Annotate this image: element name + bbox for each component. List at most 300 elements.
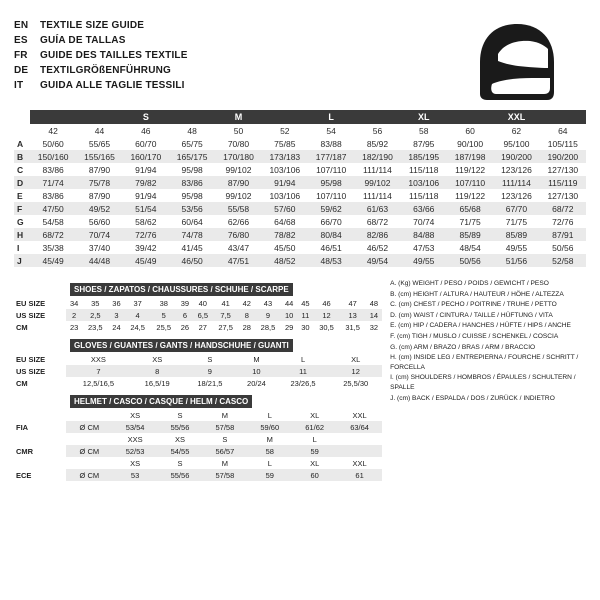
- shoes-title-wrap: [14, 277, 382, 297]
- cell: 155/165: [84, 151, 115, 162]
- title-line: [14, 78, 188, 93]
- head-cell: L: [312, 434, 317, 444]
- cell: 39: [180, 298, 190, 308]
- row-label: C: [17, 164, 24, 175]
- cell: 182/190: [362, 151, 393, 162]
- table-row: [14, 189, 586, 202]
- row-label-blank: [14, 433, 66, 445]
- head-cell: XS: [130, 410, 141, 420]
- cell: 107/110: [316, 190, 347, 201]
- cell: 71/75: [505, 216, 528, 227]
- row-label-blank: [14, 457, 66, 469]
- table-row: [14, 163, 586, 176]
- cell: 47/51: [227, 255, 250, 266]
- title-lang-it: IT: [14, 80, 24, 91]
- cell: 20/24: [247, 378, 266, 388]
- cell: 103/106: [269, 190, 301, 201]
- title-line: [14, 33, 188, 48]
- helmet-table: [14, 409, 382, 481]
- cell: 49/54: [366, 255, 389, 266]
- head-cell: M: [266, 434, 273, 444]
- cell: 48/52: [274, 255, 296, 266]
- cell: 87/91: [552, 229, 574, 240]
- table-row: [14, 321, 382, 333]
- cell: 30,5: [319, 322, 334, 332]
- cell: 185/195: [408, 151, 440, 162]
- head-cell: S: [177, 458, 183, 468]
- cell: 23: [69, 322, 79, 332]
- cell: 31,5: [345, 322, 360, 332]
- size-number: 46: [141, 125, 151, 136]
- size-bar-cell-xxl: XXL: [493, 110, 539, 124]
- cell: 119/122: [455, 164, 486, 175]
- cell: 11: [297, 309, 313, 321]
- cell: 61/62: [292, 421, 337, 433]
- cell: 160/170: [130, 151, 162, 162]
- cell: 87/95: [413, 138, 435, 149]
- cell: 95/98: [320, 177, 342, 188]
- cell: 41/45: [181, 242, 203, 253]
- cell: 36: [112, 298, 121, 308]
- row-label: D: [17, 177, 24, 188]
- cell: 13: [340, 309, 366, 321]
- row-label-blank: [14, 409, 66, 421]
- size-bar-cell: [169, 110, 215, 124]
- blank-cell: [66, 433, 113, 445]
- cell: 56/60: [88, 216, 111, 227]
- cell: 53/56: [181, 203, 203, 214]
- cell: 78/82: [274, 229, 296, 240]
- cell: 42: [242, 298, 251, 308]
- cell: 24: [112, 322, 121, 332]
- cell: 46: [322, 298, 331, 308]
- cell: 44/48: [88, 255, 111, 266]
- cell: 90/100: [457, 138, 484, 149]
- size-bar-cell: [540, 110, 586, 124]
- cell: 111/114: [363, 164, 392, 175]
- head-cell: XXL: [352, 458, 367, 468]
- cell: 35: [91, 298, 100, 308]
- cell: 16,5/19: [144, 378, 170, 388]
- cell: 60/70: [135, 138, 157, 149]
- cell: 99/102: [364, 177, 391, 188]
- cell: 46/51: [320, 242, 342, 253]
- cell: 83/86: [42, 164, 64, 175]
- head-cell: L: [267, 410, 272, 420]
- cell: 127/130: [547, 190, 579, 201]
- size-number: 50: [233, 125, 244, 136]
- cell: 40: [198, 298, 207, 308]
- cell: 83/88: [320, 138, 342, 149]
- head-cell: S: [222, 434, 228, 444]
- cell: 48/53: [320, 255, 342, 266]
- table-row: [14, 241, 586, 254]
- cell: 12: [329, 365, 382, 377]
- title-text-es: GUÍA DE TALLAS: [40, 35, 126, 46]
- cell: 23/26,5: [290, 378, 316, 388]
- title-lang-es: ES: [14, 35, 28, 46]
- head-cell: XS: [130, 458, 141, 468]
- title-line: [14, 48, 188, 63]
- cell: 48/54: [459, 242, 481, 253]
- cell: 91/94: [135, 164, 157, 175]
- legend-item-i: I. (cm) SHOULDERS / HOMBROS / ÉPAULES / SCHULTERN / SPALLE: [390, 374, 576, 391]
- cell: 8: [131, 365, 184, 377]
- unit-cell: Ø CM: [66, 445, 113, 457]
- unit-cell: Ø CM: [66, 421, 113, 433]
- table-row: [14, 215, 586, 228]
- cell: 85/89: [459, 229, 481, 240]
- table-row: [14, 309, 382, 321]
- head-cell: XS: [174, 434, 185, 444]
- cell: 62/66: [227, 216, 250, 227]
- cell: 32: [369, 322, 379, 332]
- size-number: 54: [326, 125, 336, 136]
- title-text-de: TEXTILGRÖßENFÜHRUNG: [40, 65, 172, 76]
- row-label: US SIZE: [14, 309, 66, 321]
- table-row: [14, 202, 586, 215]
- cell: 127/130: [547, 164, 579, 175]
- table-row: [14, 377, 382, 389]
- cell: 59: [292, 445, 337, 457]
- lower-section: [14, 277, 586, 481]
- cell: 68/72: [552, 203, 574, 214]
- size-number: 44: [94, 125, 105, 136]
- cell: 61: [337, 469, 382, 481]
- cell: 84/88: [413, 229, 435, 240]
- cell: 47/50: [42, 203, 64, 214]
- cell: 29: [284, 322, 294, 332]
- row-label: US SIZE: [14, 365, 66, 377]
- cell: 187/198: [454, 151, 486, 162]
- row-label: H: [17, 229, 24, 240]
- row-label: CM: [16, 322, 28, 332]
- cell: 71/74: [42, 177, 64, 188]
- cell: 60/64: [181, 216, 203, 227]
- cell: 43: [263, 298, 273, 308]
- cell: 52/53: [113, 445, 158, 457]
- legend-item-a: A. (Kg) WEIGHT / PESO / POIDS / GEWICHT / PESO: [390, 280, 549, 287]
- cell: 45/49: [135, 255, 157, 266]
- row-label: CM: [16, 378, 28, 388]
- title-block: [14, 18, 188, 93]
- cell: 12,5/16,5: [82, 378, 115, 388]
- cell: 34: [69, 298, 79, 308]
- head-cell: M: [221, 410, 228, 420]
- blank-cell: [66, 457, 113, 469]
- row-label: G: [17, 216, 24, 227]
- row-label: EU SIZE: [16, 298, 46, 308]
- cell: 56/57: [202, 445, 247, 457]
- standard-label: ECE: [14, 469, 66, 481]
- size-bar-cell-s: S: [123, 110, 169, 124]
- cell: 10: [236, 365, 276, 377]
- cell: 9: [255, 309, 281, 321]
- cell: 9: [184, 365, 237, 377]
- row-label: E: [17, 190, 23, 201]
- size-bar-cell: [76, 110, 122, 124]
- cell: 55/56: [158, 469, 203, 481]
- size-number: 62: [511, 125, 522, 136]
- standard-label: FIA: [14, 421, 66, 433]
- shoes-section-title: SHOES / ZAPATOS / CHAUSSURES / SCHUHE / SCARPE: [70, 283, 293, 296]
- cell: 70/74: [88, 229, 111, 240]
- table-row: [14, 297, 382, 309]
- cell: 58/62: [135, 216, 157, 227]
- cell: 115/119: [548, 177, 578, 188]
- cell: 51/54: [135, 203, 157, 214]
- cell: 83/86: [181, 177, 203, 188]
- table-row: [14, 137, 586, 150]
- cell: 50/56: [459, 255, 481, 266]
- cell: 165/175: [176, 151, 208, 162]
- cell: 75/85: [274, 138, 296, 149]
- cell: 57/58: [202, 421, 247, 433]
- head-cell: S: [177, 410, 183, 420]
- cell: 119/122: [455, 190, 486, 201]
- size-number: 42: [48, 125, 58, 136]
- head-cell: M: [221, 458, 228, 468]
- cell: 59/60: [247, 421, 292, 433]
- cell: 85/92: [366, 138, 389, 149]
- cell: 6: [177, 309, 193, 321]
- blank-cell: [337, 433, 382, 445]
- cell: XL: [351, 354, 361, 364]
- cell: 83/86: [42, 190, 64, 201]
- size-number: 64: [558, 125, 568, 136]
- cell: 72/76: [135, 229, 157, 240]
- helmet-section-title: HELMET / CASCO / CASQUE / HELM / CASCO: [70, 395, 252, 408]
- title-lang-fr: FR: [14, 50, 28, 61]
- cell: 35/38: [42, 242, 64, 253]
- cell: 60: [292, 469, 337, 481]
- row-label: A: [17, 138, 24, 149]
- size-number: 48: [187, 125, 197, 136]
- cell: 2,5: [82, 309, 108, 321]
- cell: 107/110: [316, 164, 347, 175]
- cell: 85/89: [505, 229, 528, 240]
- cell: 63/64: [337, 421, 382, 433]
- cell: 87/90: [88, 190, 111, 201]
- size-number: 52: [280, 125, 290, 136]
- size-bar-cell: [447, 110, 493, 124]
- cell: 57/58: [202, 469, 247, 481]
- cell: 51/56: [505, 255, 528, 266]
- cell: 28: [242, 322, 251, 332]
- cell: 105/115: [547, 138, 578, 149]
- size-bar-cell: [354, 110, 400, 124]
- cell: 91/94: [274, 177, 296, 188]
- cell: 95/100: [503, 138, 530, 149]
- cell: 170/180: [223, 151, 254, 162]
- cell: 190/200: [501, 151, 532, 162]
- cell: 49/52: [88, 203, 111, 214]
- legend-item-b: B. (cm) HEIGHT / ALTURA / HAUTEUR / HÖHE / ALTEZZA: [390, 290, 564, 298]
- row-label: EU SIZE: [16, 354, 46, 364]
- cell: 87/90: [88, 164, 111, 175]
- cell: 45/50: [274, 242, 296, 253]
- cell: 25,5: [156, 322, 172, 332]
- cell: 177/187: [315, 151, 347, 162]
- cell: 50/60: [42, 138, 64, 149]
- textile-size-table: [14, 110, 586, 267]
- gloves-table: [14, 353, 382, 389]
- cell: XXS: [90, 354, 106, 364]
- cell: 54/58: [42, 216, 64, 227]
- row-label: J: [17, 255, 22, 266]
- table-row: [14, 445, 382, 457]
- cell: 57/60: [274, 203, 296, 214]
- title-line: [14, 63, 188, 78]
- cell: 111/114: [363, 190, 392, 201]
- cell: 103/106: [408, 177, 440, 188]
- cell: 64/68: [274, 216, 296, 227]
- row-label: B: [17, 151, 24, 162]
- cell: 70/80: [227, 138, 250, 149]
- cell: 47/53: [413, 242, 435, 253]
- size-bar-blank: [14, 110, 30, 124]
- cell: M: [253, 354, 260, 364]
- helmet-head-row: [14, 409, 382, 421]
- cell: 80/84: [320, 229, 342, 240]
- cell: 115/118: [409, 164, 439, 175]
- cell: 115/118: [409, 190, 439, 201]
- cell: 46/52: [366, 242, 389, 253]
- cell: 65/75: [181, 138, 203, 149]
- table-row: [14, 469, 382, 481]
- helmet-title-wrap: [14, 389, 382, 409]
- legend-item-h: H. (cm) INSIDE LEG / ENTREPIERNA / FOURCHE / SCHRITT / FORCELLA: [390, 354, 579, 371]
- size-number: 58: [419, 125, 429, 136]
- cell: 27: [198, 322, 207, 332]
- cell: 37: [133, 298, 142, 308]
- cell: 52/58: [552, 255, 574, 266]
- head-cell: XXL: [352, 410, 367, 420]
- legend-item-e: E. (cm) HIP / CADERA / HANCHES / HÜFTE / HIPS / ANCHE: [390, 322, 571, 330]
- gloves-title-wrap: [14, 333, 382, 353]
- cell: 3: [108, 309, 124, 321]
- cell: 47: [348, 298, 357, 308]
- cell: 54/55: [158, 445, 203, 457]
- cell: 95/98: [181, 190, 203, 201]
- cell: 68/72: [366, 216, 389, 227]
- cell: 63/66: [413, 203, 435, 214]
- cell: 58: [247, 445, 292, 457]
- legend-item-c: C. (cm) CHEST / PECHO / POITRINE / TRUHE / PETTO: [390, 301, 557, 309]
- cell: 65/68: [459, 203, 481, 214]
- table-row: [14, 353, 382, 365]
- cell: 4: [125, 309, 151, 321]
- cell: 67/70: [505, 203, 528, 214]
- cell: 11: [277, 365, 330, 377]
- cell: 24,5: [130, 322, 145, 332]
- cell: 43/47: [227, 242, 250, 253]
- cell: 87/90: [227, 177, 250, 188]
- cell: 7: [66, 365, 131, 377]
- cell: 55/58: [227, 203, 250, 214]
- row-label: F: [17, 203, 23, 214]
- cell: 123/126: [501, 164, 532, 175]
- row-label: I: [17, 242, 20, 253]
- table-row: [14, 254, 586, 267]
- cell: 44: [284, 298, 294, 308]
- cell: 46/50: [181, 255, 203, 266]
- cell: 27,5: [218, 322, 233, 332]
- cell: 7,5: [213, 309, 239, 321]
- cell: 23,5: [87, 322, 103, 332]
- cell: 95/98: [181, 164, 203, 175]
- size-bar-cell-l: L: [308, 110, 354, 124]
- table-row: [14, 421, 382, 433]
- title-lang-de: DE: [14, 65, 29, 76]
- cell: 76/80: [227, 229, 250, 240]
- cell: 103/106: [269, 164, 301, 175]
- cell: 107/110: [455, 177, 486, 188]
- cell: 12: [314, 309, 340, 321]
- cell: 99/102: [225, 190, 252, 201]
- page-header: [14, 18, 586, 110]
- cell: 8: [239, 309, 255, 321]
- helmet-head-row: [14, 433, 382, 445]
- head-cell: XL: [310, 410, 320, 420]
- cell: 99/102: [225, 164, 252, 175]
- helmet-icon: [462, 18, 572, 110]
- cell: 39/42: [135, 242, 157, 253]
- cell: 5: [151, 309, 177, 321]
- cell: 55/65: [88, 138, 111, 149]
- cell: 82/86: [366, 229, 389, 240]
- cell: 79/82: [135, 177, 157, 188]
- helmet-head-row: [14, 457, 382, 469]
- cell: XS: [152, 354, 163, 364]
- legend-item-j: J. (cm) BACK / ESPALDA / DOS / ZURÜCK / INDIETRO: [390, 394, 555, 402]
- blank-cell: [66, 409, 113, 421]
- cell: 30: [301, 322, 310, 332]
- cell: 49/55: [505, 242, 528, 253]
- title-lang-en: EN: [14, 20, 29, 31]
- cell: 71/75: [459, 216, 481, 227]
- cell: 14: [366, 309, 382, 321]
- size-number-row: [14, 124, 586, 137]
- cell: 72/76: [552, 216, 574, 227]
- size-bar-cell-m: M: [215, 110, 261, 124]
- head-cell: XXS: [127, 434, 143, 444]
- head-cell: XL: [310, 458, 320, 468]
- cell: 26: [180, 322, 190, 332]
- size-bar-cell-xl: XL: [401, 110, 447, 124]
- cell: 173/183: [269, 151, 301, 162]
- cell: 18/21,5: [197, 378, 223, 388]
- cell: 45: [301, 298, 310, 308]
- cell: 75/78: [88, 177, 111, 188]
- cell: 6,5: [193, 309, 213, 321]
- cell: 68/72: [42, 229, 64, 240]
- accessory-tables: [14, 277, 382, 481]
- cell: 59: [247, 469, 292, 481]
- cell: 2: [66, 309, 82, 321]
- cell: 190/200: [547, 151, 579, 162]
- unit-cell: Ø CM: [66, 469, 113, 481]
- cell: 55/56: [158, 421, 203, 433]
- cell: 53: [113, 469, 158, 481]
- cell: 37/40: [88, 242, 111, 253]
- cell: 49/55: [413, 255, 435, 266]
- size-bar-cell: [262, 110, 308, 124]
- cell: 123/126: [501, 190, 532, 201]
- cell: 38: [159, 298, 168, 308]
- cell: 59/62: [320, 203, 342, 214]
- cell: 25,5/30: [343, 378, 369, 388]
